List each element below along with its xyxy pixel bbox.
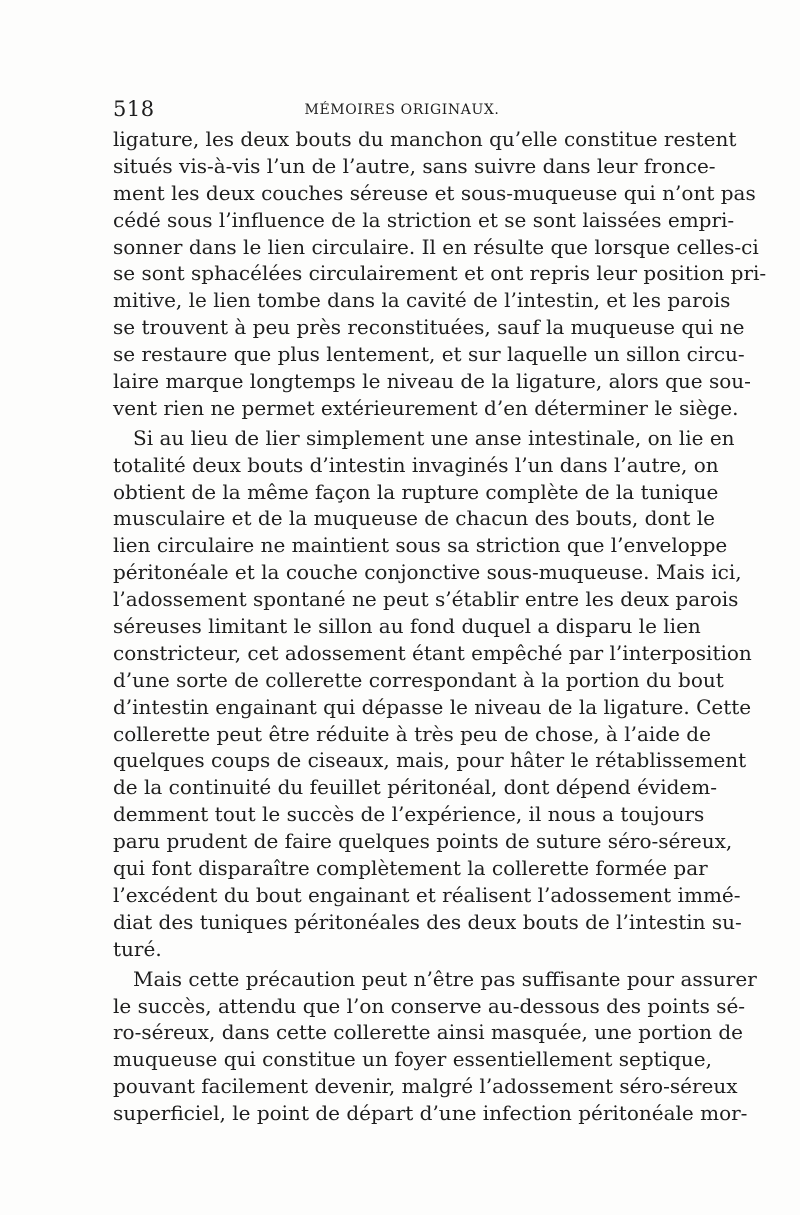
text-line: paru prudent de faire quelques points de suture séro-séreux, <box>113 829 733 854</box>
text-line: turé. <box>113 936 162 961</box>
page-header <box>113 94 691 124</box>
text-line: superficiel, le point de départ d’une infection péritonéale mor- <box>113 1101 748 1126</box>
text-line: se sont sphacélées circulairement et ont repris leur position pri- <box>113 261 767 286</box>
text-line: obtient de la même façon la rupture complète de la tunique <box>113 479 719 504</box>
running-title: MÉMOIRES ORIGINAUX. <box>304 102 500 118</box>
paragraph <box>113 966 757 1127</box>
text-line: collerette peut être réduite à très peu de chose, à l’aide de <box>113 721 711 746</box>
text-line: demment tout le succès de l’expérience, il nous a toujours <box>113 802 705 827</box>
text-line: l’excédent du bout engainant et réalisent l’adossement immé- <box>113 882 741 907</box>
text-line: sonner dans le lien circulaire. Il en résulte que lorsque celles-ci <box>113 234 759 259</box>
text-line: d’une sorte de collerette correspondant à la portion du bout <box>113 667 724 692</box>
text-line: muqueuse qui constitue un foyer essentiellement septique, <box>113 1047 712 1072</box>
text-line: d’intestin engainant qui dépasse le niveau de la ligature. Cette <box>113 694 752 719</box>
text-line: situés vis-à-vis l’un de l’autre, sans suivre dans leur fronce- <box>113 153 716 178</box>
text-line: séreuses limitant le sillon au fond duquel a disparu le lien <box>113 614 701 639</box>
text-line: musculaire et de la muqueuse de chacun des bouts, dont le <box>113 506 715 531</box>
body-text <box>113 126 767 1127</box>
text-line: cédé sous l’influence de la striction et se sont laissées empri- <box>113 207 735 232</box>
text-line: mitive, le lien tombe dans la cavité de l’intestin, et les parois <box>113 288 731 313</box>
text-line: Si au lieu de lier simplement une anse intestinale, on lie en <box>133 425 735 450</box>
text-line: se trouvent à peu près reconstituées, sauf la muqueuse qui ne <box>113 315 745 340</box>
page-number: 518 <box>113 97 155 121</box>
text-line: ligature, les deux bouts du manchon qu’elle constitue restent <box>113 127 737 151</box>
text-line: vent rien ne permet extérieurement d’en déterminer le siège. <box>113 395 739 420</box>
text-line: se restaure que plus lentement, et sur laquelle un sillon circu- <box>113 342 745 367</box>
paragraph <box>113 425 752 963</box>
text-line: l’adossement spontané ne peut s’établir entre les deux parois <box>113 587 739 612</box>
text-line: quelques coups de ciseaux, mais, pour hâter le rétablissement <box>113 748 747 773</box>
text-line: de la continuité du feuillet péritonéal, dont dépend évidem- <box>113 775 717 800</box>
paragraph <box>113 126 767 422</box>
text-line: pouvant facilement devenir, malgré l’adossement séro-séreux <box>113 1074 738 1099</box>
text-line: ment les deux couches séreuse et sous-muqueuse qui n’ont pas <box>113 180 756 205</box>
text-line: péritonéale et la couche conjonctive sous-muqueuse. Mais ici, <box>113 560 742 585</box>
text-line: qui font disparaître complètement la collerette formée par <box>113 856 708 881</box>
text-line: Mais cette précaution peut n’être pas suffisante pour assurer <box>133 966 757 991</box>
text-line: le succès, attendu que l’on conserve au-dessous des points sé- <box>113 993 746 1018</box>
text-line: laire marque longtemps le niveau de la ligature, alors que sou- <box>113 369 751 394</box>
text-line: lien circulaire ne maintient sous sa striction que l’enveloppe <box>113 533 728 558</box>
text-line: constricteur, cet adossement étant empêché par l’interposition <box>113 640 752 665</box>
text-line: totalité deux bouts d’intestin invaginés l’un dans l’autre, on <box>113 452 719 477</box>
text-line: ro-séreux, dans cette collerette ainsi masquée, une portion de <box>113 1020 743 1045</box>
text-line: diat des tuniques péritonéales des deux bouts de l’intestin su- <box>113 909 742 934</box>
